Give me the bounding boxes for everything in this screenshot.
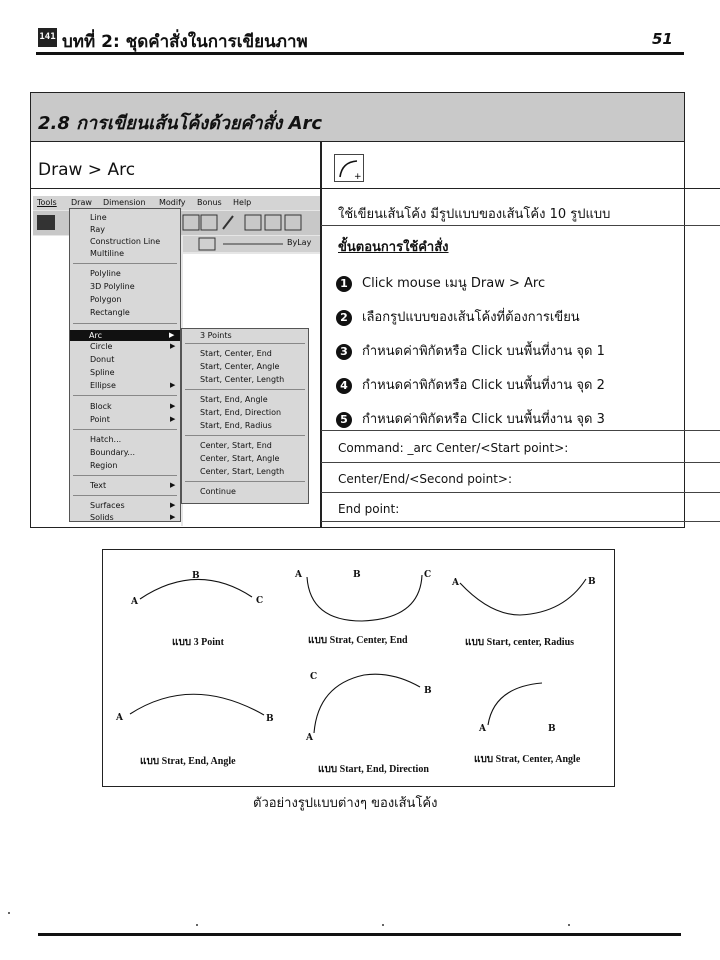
point-label: A bbox=[116, 713, 123, 723]
point-label: A bbox=[295, 570, 302, 580]
scan-speck bbox=[568, 924, 570, 926]
autocad-menu-screenshot bbox=[33, 196, 320, 526]
svg-text:+: + bbox=[354, 172, 362, 182]
arc-start-center-end bbox=[307, 575, 422, 621]
page-number: 51 bbox=[652, 30, 673, 48]
point-label: B bbox=[353, 570, 361, 580]
command-line-2: Center/End/<Second point>: bbox=[338, 472, 513, 486]
menu-separator bbox=[185, 481, 305, 482]
figure-caption-center-start-angle: แบบ Strat, Center, Angle bbox=[474, 754, 581, 765]
step-5 bbox=[336, 408, 605, 429]
figure-caption-start-end-direction: แบบ Start, End, Direction bbox=[318, 764, 429, 775]
menu-tools[interactable]: Tools bbox=[37, 198, 57, 207]
row-divider bbox=[321, 225, 720, 226]
point-label: C bbox=[310, 672, 318, 682]
step-text: กำหนดค่าพิกัดหรือ Click บนพื้นที่งาน จุด 2 bbox=[362, 378, 605, 393]
arc-start-end-direction bbox=[314, 674, 420, 733]
menu-separator bbox=[73, 475, 177, 476]
menu-item-arc: Arc bbox=[89, 331, 102, 340]
menu-separator bbox=[73, 495, 177, 496]
steps-heading: ขั้นตอนการใช้คำสั่ง bbox=[338, 240, 449, 255]
figure-caption-start-center-end: แบบ Strat, Center, End bbox=[308, 635, 408, 646]
menu-item-ray[interactable]: Ray bbox=[90, 225, 106, 234]
step-number: 4 bbox=[336, 378, 352, 394]
description-text: ใช้เขียนเส้นโค้ง มีรูปแบบของเส้นโค้ง 10 รูปแบบ bbox=[338, 207, 611, 222]
row-divider bbox=[321, 492, 720, 493]
menu-draw[interactable]: Draw bbox=[71, 198, 92, 207]
arc-option-start-center-angle[interactable]: Start, Center, Angle bbox=[200, 362, 280, 371]
row-divider bbox=[321, 521, 720, 522]
menu-path: Draw > Arc bbox=[38, 160, 136, 180]
row-divider bbox=[321, 462, 720, 463]
submenu-arrow-icon: ▶ bbox=[170, 342, 176, 350]
submenu-arrow-icon: ▶ bbox=[170, 415, 176, 423]
step-text: Click mouse เมนู Draw > Arc bbox=[362, 276, 546, 291]
point-label: C bbox=[424, 570, 432, 580]
submenu-arrow-icon: ▶ bbox=[170, 402, 176, 410]
header-rule bbox=[36, 52, 684, 55]
point-label: A bbox=[479, 724, 486, 734]
step-4 bbox=[336, 374, 605, 395]
figure-title: ตัวอย่างรูปแบบต่างๆ ของเส้นโค้ง bbox=[253, 796, 438, 811]
menu-item-circle[interactable]: Circle bbox=[90, 342, 113, 351]
arc-3-point bbox=[140, 579, 252, 599]
arc-start-end-angle bbox=[130, 694, 264, 715]
point-label: B bbox=[588, 577, 596, 587]
menu-item-text[interactable]: Text bbox=[90, 481, 107, 490]
point-label: A bbox=[131, 597, 138, 607]
point-label: B bbox=[424, 686, 432, 696]
submenu-arrow-icon: ▶ bbox=[169, 331, 175, 339]
arc-option-center-start-end[interactable]: Center, Start, End bbox=[200, 441, 272, 450]
menu-item-ellipse[interactable]: Ellipse bbox=[90, 381, 116, 390]
point-label: B bbox=[192, 571, 200, 581]
menu-separator bbox=[185, 343, 305, 344]
point-label: B bbox=[266, 714, 274, 724]
menu-item-3d-polyline[interactable]: 3D Polyline bbox=[90, 282, 135, 291]
menu-separator bbox=[185, 435, 305, 436]
menu-item-donut[interactable]: Donut bbox=[90, 355, 115, 364]
arc-option-continue[interactable]: Continue bbox=[200, 487, 236, 496]
chapter-title: บทที่ 2: ชุดคำสั่งในการเขียนภาพ bbox=[62, 32, 308, 52]
menu-help[interactable]: Help bbox=[233, 198, 252, 207]
arc-center-start-angle bbox=[488, 683, 542, 725]
menu-separator bbox=[73, 429, 177, 430]
arc-submenu bbox=[181, 328, 309, 504]
point-label: B bbox=[548, 724, 556, 734]
step-text: เลือกรูปแบบของเส้นโค้งที่ต้องการเขียน bbox=[362, 310, 580, 325]
row-divider bbox=[321, 430, 720, 431]
menu-item-region[interactable]: Region bbox=[90, 461, 118, 470]
scan-speck bbox=[8, 912, 10, 914]
step-3 bbox=[336, 340, 605, 361]
menu-item-solids[interactable]: Solids bbox=[90, 513, 114, 522]
layer-toolbar bbox=[183, 236, 320, 252]
arc-option-start-end-direction[interactable]: Start, End, Direction bbox=[200, 408, 282, 417]
menu-item-surfaces[interactable]: Surfaces bbox=[90, 501, 125, 510]
arc-option-start-center-end[interactable]: Start, Center, End bbox=[200, 349, 272, 358]
column-divider bbox=[320, 142, 322, 528]
submenu-arrow-icon: ▶ bbox=[170, 481, 176, 489]
submenu-arrow-icon: ▶ bbox=[170, 501, 176, 509]
menu-item-hatch[interactable]: Hatch... bbox=[90, 435, 122, 444]
submenu-arrow-icon: ▶ bbox=[170, 381, 176, 389]
menu-separator bbox=[73, 263, 177, 264]
menu-item-polygon[interactable]: Polygon bbox=[90, 295, 122, 304]
menu-item-arc-highlighted[interactable] bbox=[70, 330, 180, 341]
arc-option-start-end-angle[interactable]: Start, End, Angle bbox=[200, 395, 268, 404]
step-number: 3 bbox=[336, 344, 352, 360]
arc-start-center-radius bbox=[460, 579, 586, 615]
menu-item-point[interactable]: Point bbox=[90, 415, 110, 424]
menu-item-boundary[interactable]: Boundary... bbox=[90, 448, 136, 457]
menu-item-line[interactable]: Line bbox=[90, 213, 107, 222]
figure-caption-start-end-angle: แบบ Strat, End, Angle bbox=[140, 756, 236, 767]
arc-option-start-end-radius[interactable]: Start, End, Radius bbox=[200, 421, 272, 430]
step-number: 2 bbox=[336, 310, 352, 326]
menu-item-polyline[interactable]: Polyline bbox=[90, 269, 121, 278]
menu-dimension[interactable]: Dimension bbox=[103, 198, 146, 207]
step-text: กำหนดค่าพิกัดหรือ Click บนพื้นที่งาน จุด 1 bbox=[362, 344, 605, 359]
menu-separator bbox=[185, 389, 305, 390]
scan-speck bbox=[382, 924, 384, 926]
figure-caption-start-center-radius: แบบ Start, center, Radius bbox=[465, 637, 575, 648]
step-number: 1 bbox=[336, 276, 352, 292]
scan-speck bbox=[196, 924, 198, 926]
section-title: 2.8 การเขียนเส้นโค้งด้วยคำสั่ง Arc bbox=[38, 113, 323, 134]
step-number: 5 bbox=[336, 412, 352, 428]
menu-item-multiline[interactable]: Multiline bbox=[90, 249, 124, 258]
command-line-1: Command: _arc Center/<Start point>: bbox=[338, 441, 569, 455]
arc-option-center-start-angle[interactable]: Center, Start, Angle bbox=[200, 454, 280, 463]
menu-item-block[interactable]: Block bbox=[90, 402, 112, 411]
menu-separator bbox=[73, 395, 177, 396]
command-line-3: End point: bbox=[338, 502, 400, 516]
linetype-value: ByLay bbox=[287, 238, 312, 247]
point-label: A bbox=[306, 733, 313, 743]
arc-option-start-center-length[interactable]: Start, Center, Length bbox=[200, 375, 285, 384]
menu-item-construction-line[interactable]: Construction Line bbox=[90, 237, 161, 246]
submenu-arrow-icon: ▶ bbox=[170, 513, 176, 521]
arc-option-center-start-length[interactable]: Center, Start, Length bbox=[200, 467, 285, 476]
point-label: A bbox=[452, 578, 459, 588]
step-text: กำหนดค่าพิกัดหรือ Click บนพื้นที่งาน จุด 3 bbox=[362, 412, 605, 427]
menu-separator bbox=[73, 323, 177, 324]
row-divider bbox=[31, 188, 720, 189]
step-2 bbox=[336, 306, 580, 327]
point-label: C bbox=[256, 596, 264, 606]
step-1 bbox=[336, 272, 545, 293]
arc-tool-icon bbox=[334, 154, 364, 182]
footer-rule bbox=[38, 933, 681, 936]
menu-modify[interactable]: Modify bbox=[159, 198, 186, 207]
arc-option-3-points[interactable]: 3 Points bbox=[200, 331, 232, 340]
menu-item-spline[interactable]: Spline bbox=[90, 368, 115, 377]
draw-menu bbox=[69, 208, 181, 522]
figure-caption-3-point: แบบ 3 Point bbox=[172, 637, 224, 648]
chapter-icon: 141 bbox=[38, 28, 57, 47]
menu-bonus[interactable]: Bonus bbox=[197, 198, 222, 207]
menu-item-rectangle[interactable]: Rectangle bbox=[90, 308, 130, 317]
